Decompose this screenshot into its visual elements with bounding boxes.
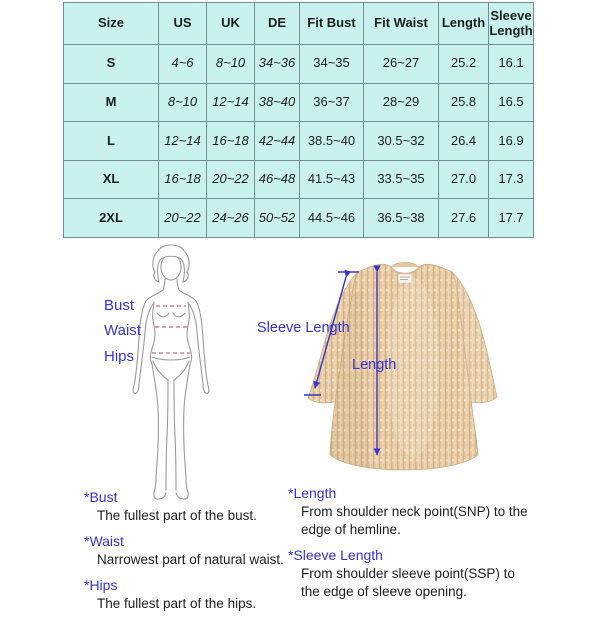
size-table	[63, 2, 534, 238]
table-cell: 30.5~32	[364, 122, 439, 161]
table-cell: 24~26	[207, 199, 255, 238]
table-cell: 2XL	[64, 199, 159, 238]
table-cell: 16.9	[489, 122, 534, 161]
waist-term: *Waist	[84, 533, 124, 549]
hips-term: *Hips	[84, 577, 118, 593]
hips-label: Hips	[104, 348, 135, 365]
table-cell: 4~6	[159, 45, 207, 84]
header-row	[64, 3, 534, 45]
length-term: *Length	[288, 485, 337, 501]
body-figure-illustration	[108, 240, 238, 498]
bust-term: *Bust	[84, 489, 118, 505]
col-header-us: US	[159, 3, 207, 45]
table-cell: 27.0	[439, 160, 489, 199]
sleeve-length-definition: From shoulder sleeve point(SSP) to the edge of sleeve opening.	[301, 566, 515, 599]
table-cell: 38~40	[255, 83, 300, 122]
table-cell: 38.5~40	[300, 122, 364, 161]
table-cell: 16~18	[207, 122, 255, 161]
waist-label: Waist	[104, 322, 141, 339]
bust-definition: The fullest part of the bust.	[97, 508, 257, 523]
table-cell: 26~27	[364, 45, 439, 84]
table-cell: 8~10	[207, 45, 255, 84]
hips-definition: The fullest part of the hips.	[97, 596, 257, 611]
table-cell: M	[64, 83, 159, 122]
table-cell: 25.8	[439, 83, 489, 122]
table-cell: 16.1	[489, 45, 534, 84]
col-header-de: DE	[255, 3, 300, 45]
table-cell: 17.3	[489, 160, 534, 199]
table-cell: L	[64, 122, 159, 161]
length-label: Length	[352, 357, 397, 373]
size-row-l	[64, 122, 534, 161]
size-row-m	[64, 83, 534, 122]
size-row-xl	[64, 160, 534, 199]
table-cell: 25.2	[439, 45, 489, 84]
table-cell: 34~36	[255, 45, 300, 84]
table-cell: 20~22	[159, 199, 207, 238]
table-cell: 20~22	[207, 160, 255, 199]
table-cell: 46~48	[255, 160, 300, 199]
col-header-sleeve-length: Sleeve Length	[489, 3, 534, 45]
table-cell: 36.5~38	[364, 199, 439, 238]
col-header-size: Size	[64, 3, 159, 45]
table-cell: 34~35	[300, 45, 364, 84]
table-cell: XL	[64, 160, 159, 199]
length-definition: From shoulder neck point(SNP) to the edge of hemline.	[301, 504, 528, 537]
table-cell: 42~44	[255, 122, 300, 161]
garment-illustration	[295, 248, 507, 483]
table-cell: 12~14	[207, 83, 255, 122]
col-header-uk: UK	[207, 3, 255, 45]
table-cell: 8~10	[159, 83, 207, 122]
brand-tag	[398, 274, 412, 283]
table-cell: 26.4	[439, 122, 489, 161]
table-cell: 16.5	[489, 83, 534, 122]
table-cell: 12~14	[159, 122, 207, 161]
measurement-definitions-right	[288, 484, 536, 608]
size-row-2xl	[64, 199, 534, 238]
table-cell: 28~29	[364, 83, 439, 122]
table-cell: 50~52	[255, 199, 300, 238]
table-cell: 27.6	[439, 199, 489, 238]
waist-definition: Narrowest part of natural waist.	[97, 552, 284, 567]
table-cell: 36~37	[300, 83, 364, 122]
table-cell: 33.5~35	[364, 160, 439, 199]
size-row-s	[64, 45, 534, 84]
table-cell: S	[64, 45, 159, 84]
table-cell: 44.5~46	[300, 199, 364, 238]
col-header-fit-waist: Fit Waist	[364, 3, 439, 45]
col-header-fit-bust: Fit Bust	[300, 3, 364, 45]
table-cell: 17.7	[489, 199, 534, 238]
table-cell: 16~18	[159, 160, 207, 199]
sleeve-length-label: Sleeve Length	[257, 320, 350, 336]
sleeve-length-term: *Sleeve Length	[288, 547, 383, 563]
bust-label: Bust	[104, 297, 135, 314]
table-cell: 41.5~43	[300, 160, 364, 199]
col-header-length: Length	[439, 3, 489, 45]
measurement-definitions-left	[84, 488, 299, 620]
